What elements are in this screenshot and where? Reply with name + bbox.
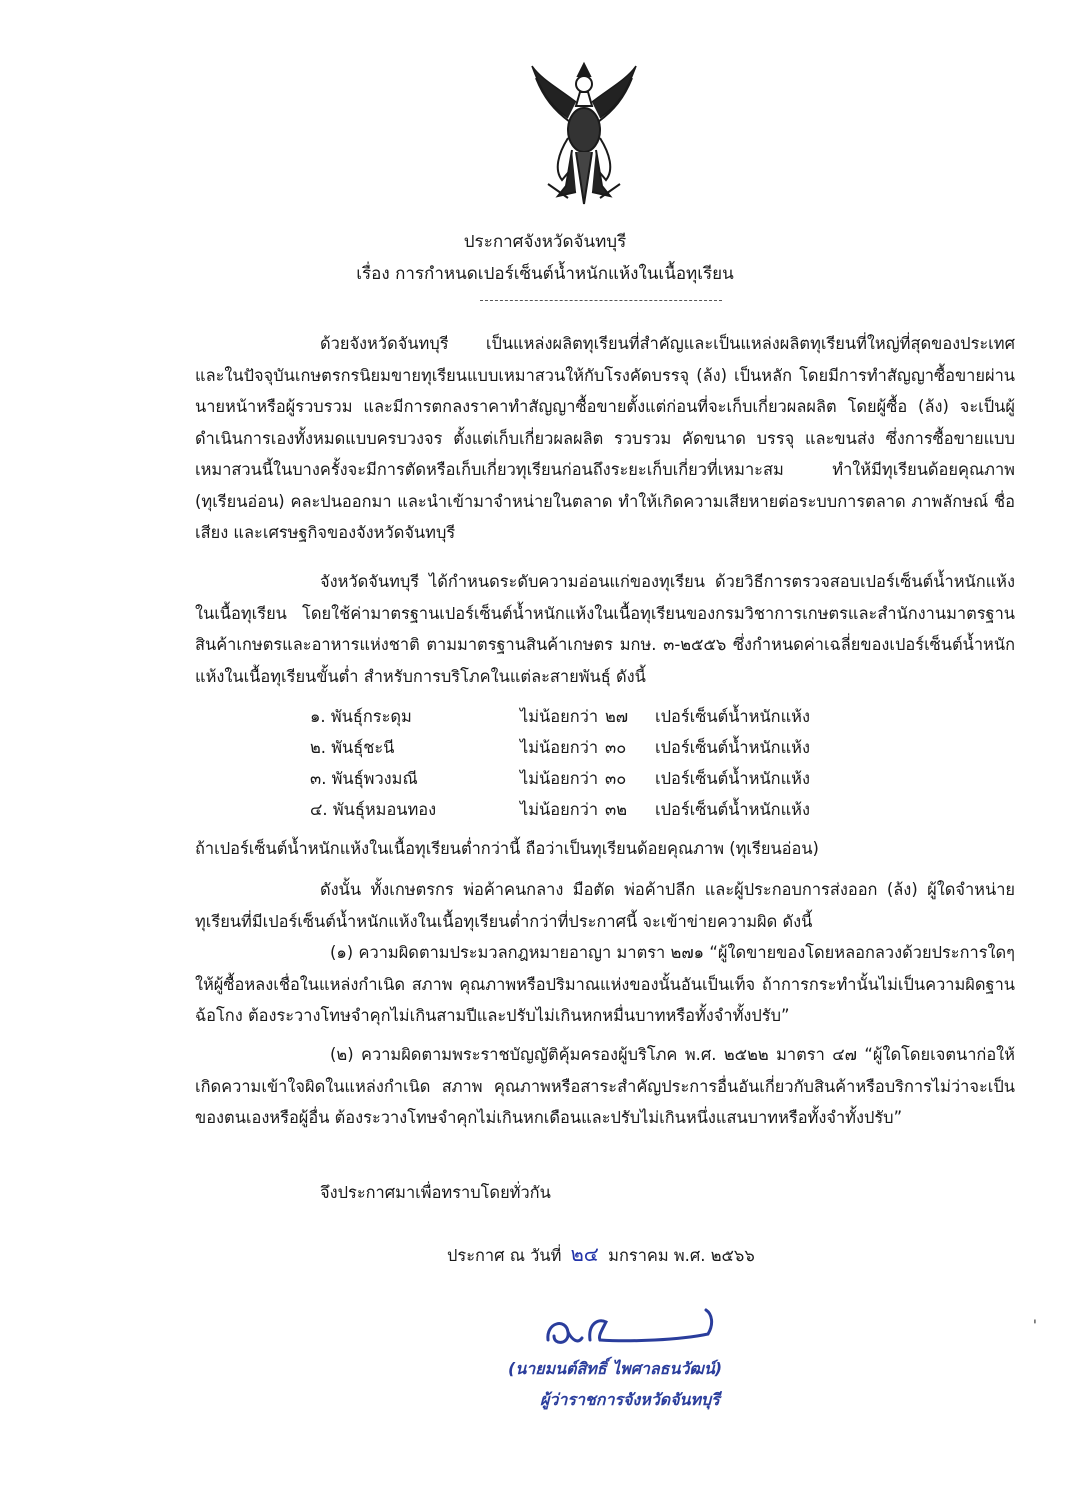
variety-condition: ไม่น้อยกว่า — [520, 738, 599, 757]
variety-name: ๓. พันธุ์พวงมณี — [310, 769, 418, 788]
paragraph-text: ด้วยจังหวัดจันทบุรี เป็นแหล่งผลิตทุเรียนที่สำคัญและเป็นแหล่งผลิตทุเรียนที่ใหญ่ที่สุดของประเทศ และในปัจจุบันเกษตรกรนิยมขายทุเรียนแบบเหมาสวนให้กับโรงคัดบรรจุ (ล้ง) เป็นหลัก โดยมีการทำสัญญาซื้อขายผ่านนายหน้าหรือผู้รวบรวม และมีการตกลงราคาทำสัญญาซื้อขายตั้งแต่ก่อนที่จะเก็บเกี่ยวผลผลิต โดยผู้ซื้อ (ล้ง) จะเป็นผู้ดำเนินการเองทั้งหมดแบบครบวงจร ตั้งแต่เก็บเกี่ยวผลผลิต รวบรวม คัดขนาด บรรจุ และขนส่ง ซึ่งการซื้อขายแบบเหมาสวนนี้ในบางครั้งจะมีการตัดหรือเก็บเกี่ยวทุเรียนก่อนถึงระยะเก็บเกี่ยวที่เหมาะสม ทำให้มีทุเรียนด้อยคุณภาพ (ทุเรียนอ่อน) คละปนออกมา และนำเข้ามาจำหน่ายในตลาด ทำให้เกิดความเสียหายต่อระบบการตลาด ภาพลักษณ์ ชื่อเสียง และเศรษฐกิจของจังหวัดจันทบุรี — [195, 334, 1015, 542]
margin-mark: ' — [1033, 1318, 1037, 1334]
date-rest: มกราคม พ.ศ. ๒๕๖๖ — [608, 1246, 755, 1265]
paragraph-standard — [195, 566, 1015, 692]
announcement-title: ประกาศจังหวัดจันทบุรี — [463, 232, 627, 252]
variety-unit: เปอร์เซ็นต์น้ำหนักแห้ง — [655, 738, 810, 757]
variety-value: ๓๒ — [605, 800, 628, 819]
date-line — [447, 1238, 755, 1270]
signatory-position: ผู้ว่าราชการจังหวัดจันทบุรี — [540, 1390, 720, 1409]
variety-value: ๓๐ — [605, 769, 627, 788]
date-prefix: ประกาศ ณ วันที่ — [447, 1246, 562, 1265]
variety-condition: ไม่น้อยกว่า — [520, 769, 599, 788]
variety-unit: เปอร์เซ็นต์น้ำหนักแห้ง — [655, 769, 810, 788]
date-day: ๒๔ — [570, 1242, 599, 1266]
handwritten-signature — [540, 1300, 730, 1360]
list-item — [0, 797, 1090, 828]
paragraph-text: (๒) ความผิดตามพระราชบัญญัติคุ้มครองผู้บริโภค พ.ศ. ๒๕๒๒ มาตรา ๔๗ “ผู้ใดโดยเจตนาก่อให้เกิดความเข้าใจผิดในแหล่งกำเนิด สภาพ คุณภาพหรือสาระสำคัญประการอื่นอันเกี่ยวกับสินค้าหรือบริการไม่ว่าจะเป็นของตนเองหรือผู้อื่น ต้องระวางโทษจำคุกไม่เกินหกเดือนและปรับไม่เกินหนึ่งแสนบาทหรือทั้งจำทั้งปรับ” — [195, 1045, 1015, 1127]
list-item — [0, 766, 1090, 797]
list-item — [0, 735, 1090, 766]
list-item — [0, 704, 1090, 735]
paragraph-offences — [195, 874, 1015, 1032]
closing-line: จึงประกาศมาเพื่อทราบโดยทั่วกัน — [320, 1183, 551, 1202]
variety-unit: เปอร์เซ็นต์น้ำหนักแห้ง — [655, 800, 810, 819]
variety-condition: ไม่น้อยกว่า — [520, 800, 599, 819]
variety-name: ๑. พันธุ์กระดุม — [310, 707, 412, 726]
garuda-emblem — [528, 58, 640, 208]
signatory-name: (นายมนต์สิทธิ์ ไพศาลธนวัฒน์) — [508, 1359, 723, 1378]
paragraph-after-list: ถ้าเปอร์เซ็นต์น้ำหนักแห้งในเนื้อทุเรียนต่ำกว่านี้ ถือว่าเป็นทุเรียนด้อยคุณภาพ (ทุเรียนอ่อน) — [195, 839, 819, 858]
variety-name: ๔. พันธุ์หมอนทอง — [310, 800, 437, 819]
variety-value: ๒๗ — [605, 707, 629, 726]
variety-unit: เปอร์เซ็นต์น้ำหนักแห้ง — [655, 707, 810, 726]
variety-condition: ไม่น้อยกว่า — [520, 707, 599, 726]
paragraph-text: (๑) ความผิดตามประมวลกฎหมายอาญา มาตรา ๒๗๑ “ผู้ใดขายของโดยหลอกลวงด้วยประการใดๆ ให้ผู้ซื้อหลงเชื่อในแหล่งกำเนิด สภาพ คุณภาพหรือปริมาณแห่งของนั้นอันเป็นเท็จ ถ้าการกระทำนั้นไม่เป็นความผิดฐานฉ้อโกง ต้องระวางโทษจำคุกไม่เกินสามปีและปรับไม่เกินหกหมื่นบาทหรือทั้งจำทั้งปรับ” — [195, 943, 1015, 1025]
variety-name: ๒. พันธุ์ชะนี — [310, 738, 395, 757]
paragraph-text: ดังนั้น ทั้งเกษตรกร พ่อค้าคนกลาง มือตัด พ่อค้าปลีก และผู้ประกอบการส่งออก (ล้ง) ผู้ใดจำหน่ายทุเรียนที่มีเปอร์เซ็นต์น้ำหนักแห้งในเนื้อทุเรียนต่ำกว่าที่ประกาศนี้ จะเข้าข่ายความผิด ดังนี้ — [195, 880, 1015, 931]
paragraph-text: จังหวัดจันทบุรี ได้กำหนดระดับความอ่อนแก่ของทุเรียน ด้วยวิธีการตรวจสอบเปอร์เซ็นต์น้ำหนักแห้งในเนื้อทุเรียน โดยใช้ค่ามาตรฐานเปอร์เซ็นต์น้ำหนักแห้งในเนื้อทุเรียนของกรมวิชาการเกษตรและสำนักงานมาตรฐานสินค้าเกษตรและอาหารแห่งชาติ ตามมาตรฐานสินค้าเกษตร มกษ. ๓-๒๕๕๖ ซึ่งกำหนดค่าเฉลี่ยของเปอร์เซ็นต์น้ำหนักแห้งในเนื้อทุเรียนขั้นต่ำ สำหรับการบริโภคในแต่ละสายพันธุ์ ดังนี้ — [195, 572, 1015, 686]
title-divider — [480, 300, 722, 301]
variety-value: ๓๐ — [605, 738, 627, 757]
paragraph-consumer-protection — [195, 1039, 1015, 1134]
announcement-subject: เรื่อง การกำหนดเปอร์เซ็นต์น้ำหนักแห้งในเนื้อทุเรียน — [356, 264, 734, 284]
paragraph-background — [195, 328, 1015, 549]
